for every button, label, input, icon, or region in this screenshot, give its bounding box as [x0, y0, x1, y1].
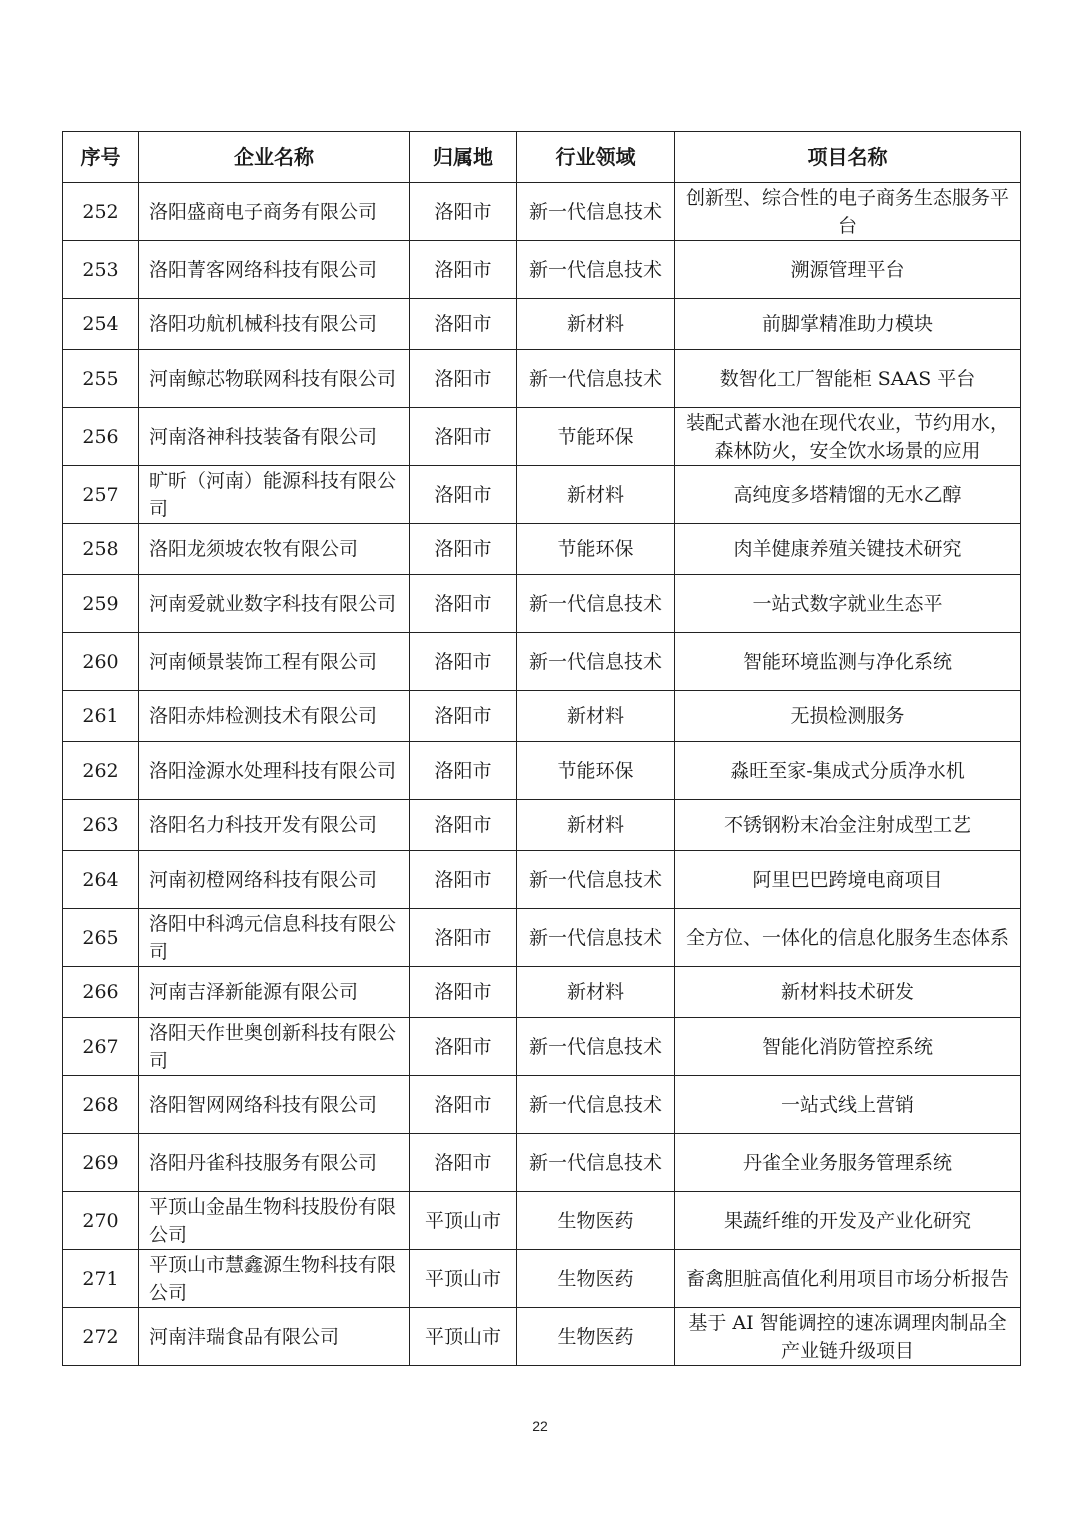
- cell-company-name: 河南爱就业数字科技有限公司: [139, 575, 410, 633]
- table-row: [63, 633, 1021, 691]
- cell-location: 洛阳市: [410, 350, 517, 408]
- cell-location: 平顶山市: [410, 1250, 517, 1308]
- cell-industry: 生物医药: [517, 1192, 675, 1250]
- cell-project-name: 畜禽胆脏高值化利用项目市场分析报告: [675, 1250, 1021, 1308]
- cell-serial-number: 257: [63, 466, 139, 524]
- cell-industry: 新一代信息技术: [517, 1018, 675, 1076]
- table-row: [63, 1308, 1021, 1366]
- cell-industry: 新材料: [517, 299, 675, 350]
- cell-project-name: 肉羊健康养殖关键技术研究: [675, 524, 1021, 575]
- table-row: [63, 299, 1021, 350]
- cell-industry: 生物医药: [517, 1250, 675, 1308]
- cell-company-name: 河南洛神科技装备有限公司: [139, 408, 410, 466]
- cell-industry: 生物医药: [517, 1308, 675, 1366]
- cell-location: 洛阳市: [410, 1076, 517, 1134]
- cell-serial-number: 271: [63, 1250, 139, 1308]
- table-row: [63, 800, 1021, 851]
- cell-serial-number: 265: [63, 909, 139, 967]
- cell-serial-number: 266: [63, 967, 139, 1018]
- cell-company-name: 洛阳天作世奥创新科技有限公司: [139, 1018, 410, 1076]
- cell-company-name: 河南沣瑞食品有限公司: [139, 1308, 410, 1366]
- cell-project-name: 果蔬纤维的开发及产业化研究: [675, 1192, 1021, 1250]
- cell-serial-number: 254: [63, 299, 139, 350]
- cell-company-name: 洛阳赤炜检测技术有限公司: [139, 691, 410, 742]
- cell-serial-number: 267: [63, 1018, 139, 1076]
- cell-serial-number: 272: [63, 1308, 139, 1366]
- page-number: 22: [532, 1418, 548, 1434]
- cell-industry: 节能环保: [517, 524, 675, 575]
- cell-location: 洛阳市: [410, 800, 517, 851]
- table-row: [63, 1250, 1021, 1308]
- cell-location: 洛阳市: [410, 575, 517, 633]
- table-row: [63, 183, 1021, 241]
- cell-industry: 新一代信息技术: [517, 909, 675, 967]
- cell-serial-number: 253: [63, 241, 139, 299]
- cell-location: 洛阳市: [410, 1018, 517, 1076]
- cell-project-name: 一站式线上营销: [675, 1076, 1021, 1134]
- cell-project-name: 丹雀全业务服务管理系统: [675, 1134, 1021, 1192]
- cell-industry: 节能环保: [517, 408, 675, 466]
- cell-project-name: 溯源管理平台: [675, 241, 1021, 299]
- cell-company-name: 洛阳盛商电子商务有限公司: [139, 183, 410, 241]
- cell-project-name: 无损检测服务: [675, 691, 1021, 742]
- cell-industry: 新一代信息技术: [517, 350, 675, 408]
- cell-serial-number: 268: [63, 1076, 139, 1134]
- table-row: [63, 575, 1021, 633]
- cell-project-name: 智能化消防管控系统: [675, 1018, 1021, 1076]
- cell-company-name: 洛阳丹雀科技服务有限公司: [139, 1134, 410, 1192]
- table-row: [63, 408, 1021, 466]
- table-row: [63, 524, 1021, 575]
- cell-project-name: 一站式数字就业生态平: [675, 575, 1021, 633]
- cell-company-name: 洛阳淦源水处理科技有限公司: [139, 742, 410, 800]
- cell-serial-number: 262: [63, 742, 139, 800]
- cell-project-name: 数智化工厂智能柜 SAAS 平台: [675, 350, 1021, 408]
- header-project-name: 项目名称: [675, 132, 1021, 183]
- table-row: [63, 1192, 1021, 1250]
- cell-project-name: 淼旺至家-集成式分质净水机: [675, 742, 1021, 800]
- table-row: [63, 851, 1021, 909]
- cell-company-name: 洛阳智网网络科技有限公司: [139, 1076, 410, 1134]
- table-row: [63, 691, 1021, 742]
- cell-serial-number: 270: [63, 1192, 139, 1250]
- cell-company-name: 河南初橙网络科技有限公司: [139, 851, 410, 909]
- table-row: [63, 466, 1021, 524]
- cell-serial-number: 260: [63, 633, 139, 691]
- cell-location: 洛阳市: [410, 183, 517, 241]
- cell-location: 洛阳市: [410, 1134, 517, 1192]
- cell-industry: 新材料: [517, 800, 675, 851]
- cell-company-name: 河南吉泽新能源有限公司: [139, 967, 410, 1018]
- cell-project-name: 基于 AI 智能调控的速冻调理肉制品全产业链升级项目: [675, 1308, 1021, 1366]
- cell-company-name: 河南鲸芯物联网科技有限公司: [139, 350, 410, 408]
- cell-company-name: 洛阳名力科技开发有限公司: [139, 800, 410, 851]
- cell-location: 洛阳市: [410, 466, 517, 524]
- cell-serial-number: 259: [63, 575, 139, 633]
- table-row: [63, 1134, 1021, 1192]
- cell-serial-number: 264: [63, 851, 139, 909]
- cell-company-name: 洛阳功航机械科技有限公司: [139, 299, 410, 350]
- cell-serial-number: 263: [63, 800, 139, 851]
- cell-project-name: 智能环境监测与净化系统: [675, 633, 1021, 691]
- cell-location: 洛阳市: [410, 524, 517, 575]
- cell-project-name: 全方位、一体化的信息化服务生态体系: [675, 909, 1021, 967]
- cell-industry: 新一代信息技术: [517, 851, 675, 909]
- table-row: [63, 241, 1021, 299]
- cell-project-name: 装配式蓄水池在现代农业，节约用水，森林防火，安全饮水场景的应用: [675, 408, 1021, 466]
- cell-location: 洛阳市: [410, 241, 517, 299]
- cell-location: 平顶山市: [410, 1308, 517, 1366]
- cell-serial-number: 261: [63, 691, 139, 742]
- cell-serial-number: 255: [63, 350, 139, 408]
- cell-company-name: 平顶山市慧鑫源生物科技有限公司: [139, 1250, 410, 1308]
- table-row: [63, 967, 1021, 1018]
- cell-location: 洛阳市: [410, 633, 517, 691]
- cell-location: 洛阳市: [410, 299, 517, 350]
- header-serial-number: 序号: [63, 132, 139, 183]
- cell-location: 洛阳市: [410, 408, 517, 466]
- cell-location: 洛阳市: [410, 742, 517, 800]
- cell-location: 洛阳市: [410, 691, 517, 742]
- cell-company-name: 平顶山金晶生物科技股份有限公司: [139, 1192, 410, 1250]
- cell-industry: 新一代信息技术: [517, 633, 675, 691]
- cell-industry: 新一代信息技术: [517, 241, 675, 299]
- cell-industry: 新材料: [517, 691, 675, 742]
- cell-serial-number: 258: [63, 524, 139, 575]
- cell-industry: 新一代信息技术: [517, 575, 675, 633]
- cell-location: 平顶山市: [410, 1192, 517, 1250]
- cell-project-name: 新材料技术研发: [675, 967, 1021, 1018]
- cell-project-name: 创新型、综合性的电子商务生态服务平台: [675, 183, 1021, 241]
- table-row: [63, 1076, 1021, 1134]
- table-row: [63, 742, 1021, 800]
- cell-serial-number: 256: [63, 408, 139, 466]
- header-location: 归属地: [410, 132, 517, 183]
- enterprise-project-table: [62, 131, 1021, 1366]
- cell-company-name: 旷昕（河南）能源科技有限公司: [139, 466, 410, 524]
- cell-serial-number: 269: [63, 1134, 139, 1192]
- cell-industry: 新材料: [517, 967, 675, 1018]
- cell-company-name: 河南倾景装饰工程有限公司: [139, 633, 410, 691]
- cell-company-name: 洛阳中科鸿元信息科技有限公司: [139, 909, 410, 967]
- table-row: [63, 350, 1021, 408]
- cell-location: 洛阳市: [410, 967, 517, 1018]
- cell-location: 洛阳市: [410, 851, 517, 909]
- cell-serial-number: 252: [63, 183, 139, 241]
- table-row: [63, 1018, 1021, 1076]
- header-industry: 行业领域: [517, 132, 675, 183]
- cell-project-name: 阿里巴巴跨境电商项目: [675, 851, 1021, 909]
- cell-company-name: 洛阳菁客网络科技有限公司: [139, 241, 410, 299]
- cell-company-name: 洛阳龙须坡农牧有限公司: [139, 524, 410, 575]
- cell-industry: 新材料: [517, 466, 675, 524]
- cell-project-name: 不锈钢粉末冶金注射成型工艺: [675, 800, 1021, 851]
- cell-project-name: 高纯度多塔精馏的无水乙醇: [675, 466, 1021, 524]
- cell-industry: 节能环保: [517, 742, 675, 800]
- cell-location: 洛阳市: [410, 909, 517, 967]
- cell-industry: 新一代信息技术: [517, 183, 675, 241]
- cell-industry: 新一代信息技术: [517, 1134, 675, 1192]
- cell-industry: 新一代信息技术: [517, 1076, 675, 1134]
- cell-project-name: 前脚掌精准助力模块: [675, 299, 1021, 350]
- table-row: [63, 909, 1021, 967]
- table-header-row: [63, 132, 1021, 183]
- header-company-name: 企业名称: [139, 132, 410, 183]
